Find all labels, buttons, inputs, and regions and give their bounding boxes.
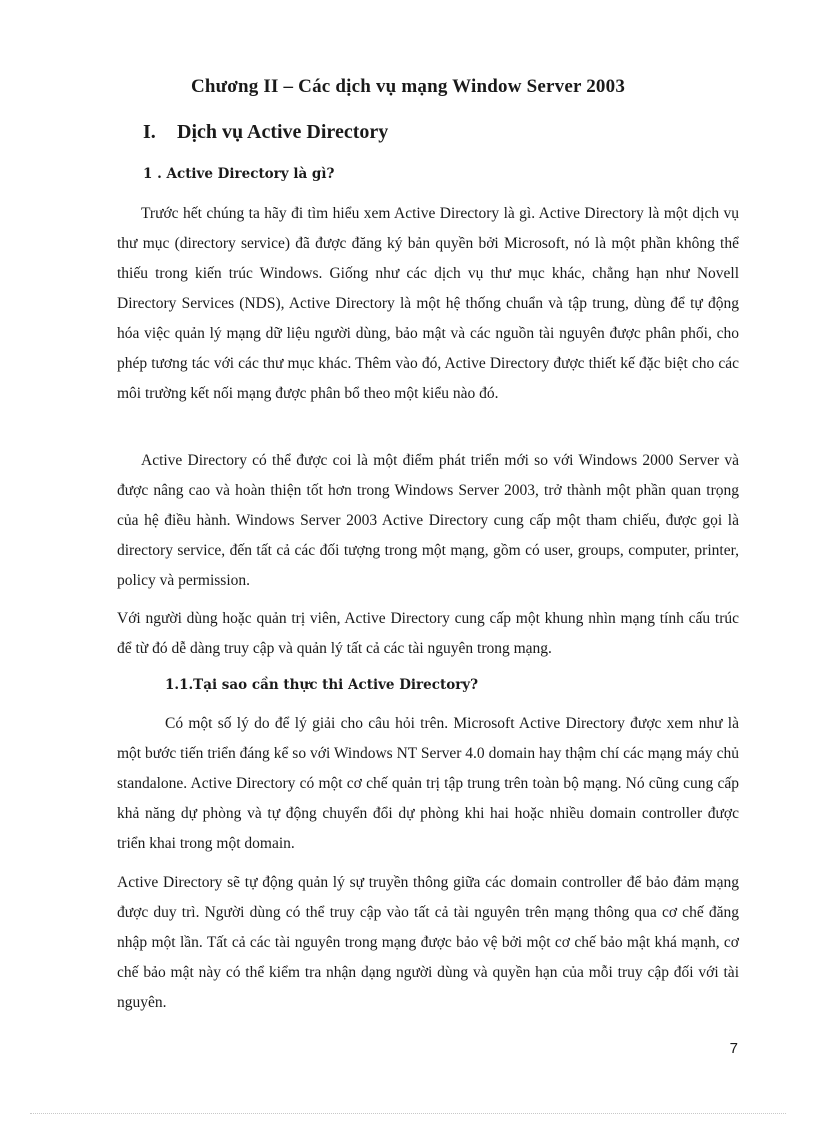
subsection-heading-2: 1.1.Tại sao cần thực thi Active Directory? xyxy=(165,677,479,693)
section-title: Dịch vụ Active Directory xyxy=(177,121,389,143)
paragraph-1: Trước hết chúng ta hãy đi tìm hiểu xem Active Directory là gì. Active Directory là một dịch vụ thư mục (directory service) đã được đăng ký bản quyền bởi Microsoft, nó là một phần không thể thiếu trong kiến trúc Windows. Giống như các dịch vụ thư mục khác, chẳng hạn như Novell Directory Services (NDS), Active Directory là một hệ thống chuẩn và tập trung, dùng để tự động hóa việc quản lý mạng dữ liệu người dùng, bảo mật và các nguồn tài nguyên được phân phối, cho phép tương tác với các thư mục khác. Thêm vào đó, Active Directory được thiết kế đặc biệt cho các môi trường kết nối mạng được phân bổ theo một kiểu nào đó. xyxy=(117,205,739,402)
section-number: I. xyxy=(143,121,156,143)
page-bottom-divider xyxy=(30,1113,786,1114)
paragraph-2: Active Directory có thể được coi là một điểm phát triển mới so với Windows 2000 Server và được nâng cao và hoàn thiện tốt hơn trong Windows Server 2003, trở thành một phần quan trọng của hệ điều hành. Windows Server 2003 Active Directory cung cấp một tham chiếu, được gọi là directory service, đến tất cả các đối tượng trong một mạng, gồm có user, groups, computer, printer, policy và permission. xyxy=(117,452,739,589)
page-number: 7 xyxy=(729,1040,738,1057)
section-heading xyxy=(143,121,388,144)
chapter-title: Chương II – Các dịch vụ mạng Window Server 2003 xyxy=(190,76,626,97)
subsection-heading-1: 1 . Active Directory là gì? xyxy=(143,166,335,182)
paragraph-4: Có một số lý do để lý giải cho câu hỏi trên. Microsoft Active Directory được xem như là một bước tiến triển đáng kể so với Windows NT Server 4.0 domain hay thậm chí các mạng máy chủ standalone. Active Directory có một cơ chế quản trị tập trung trên toàn bộ mạng. Nó cũng cung cấp khả năng dự phòng và tự động chuyển đổi dự phòng khi hai hoặc nhiều domain controller được triển khai trong một domain. xyxy=(117,715,739,852)
paragraph-3: Với người dùng hoặc quản trị viên, Active Directory cung cấp một khung nhìn mạng tính cấu trúc để từ đó dễ dàng truy cập và quản lý tất cả các tài nguyên trong mạng. xyxy=(117,610,739,657)
paragraph-5: Active Directory sẽ tự động quản lý sự truyền thông giữa các domain controller để bảo đảm mạng được duy trì. Người dùng có thể truy cập vào tất cả tài nguyên trên mạng thông qua cơ chế đăng nhập một lần. Tất cả các tài nguyên trong mạng được bảo vệ bởi một cơ chế bảo mật khá mạnh, cơ chế bảo mật này có thể kiểm tra nhận dạng người dùng và quyền hạn của mỗi truy cập đối với tài nguyên. xyxy=(117,874,739,1011)
